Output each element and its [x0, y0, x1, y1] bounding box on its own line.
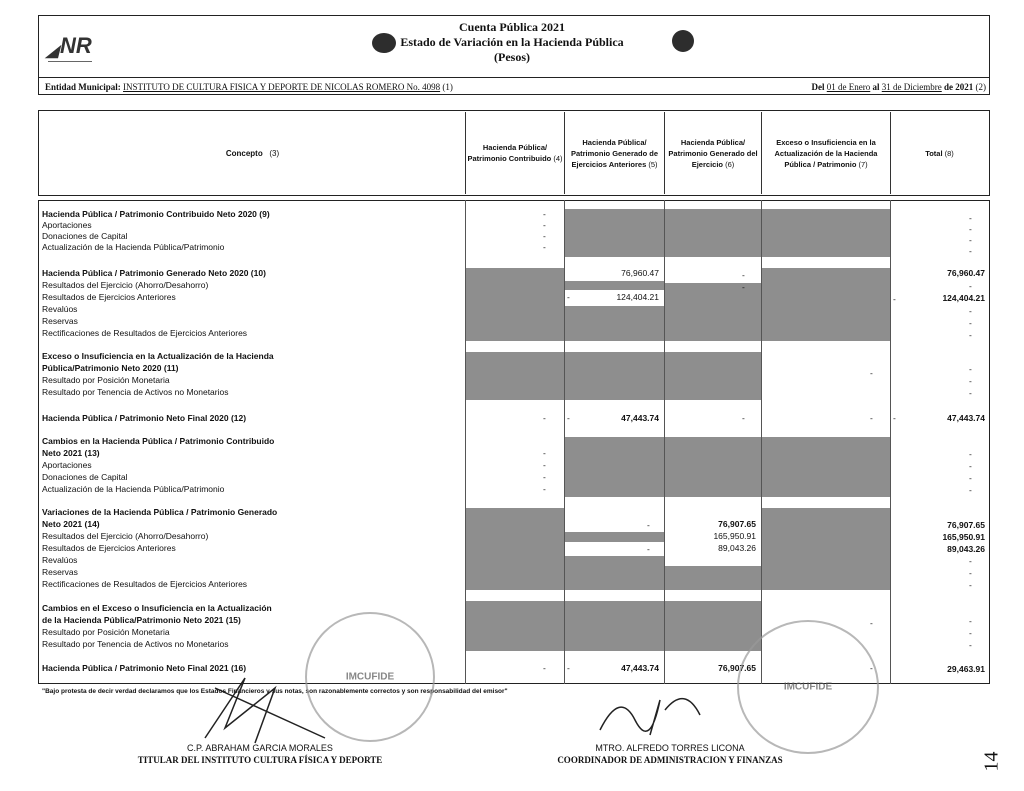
cell-dash: - — [893, 413, 896, 423]
cell-dash: - — [969, 246, 972, 256]
row-label-s10c: Revalúos — [42, 304, 78, 314]
period-line — [812, 82, 986, 92]
report-units: (Pesos) — [494, 50, 530, 64]
col-ejercicio-header — [664, 112, 761, 194]
cell-s16-anteriores: 47,443.74 — [621, 663, 659, 673]
period-to: 31 de Diciembre — [881, 82, 942, 92]
shaded-block — [465, 601, 761, 651]
signature-right-icon — [590, 680, 710, 740]
col-contribuido-header — [465, 112, 564, 194]
row-label-s9: Hacienda Pública / Patrimonio Contribuido Neto 2020 (9) — [42, 209, 270, 219]
cell-dash: - — [969, 224, 972, 234]
cell-dash: - — [647, 544, 650, 554]
period-al: al — [872, 82, 880, 92]
col-exceso-ref: (7) — [858, 159, 868, 169]
row-label-s14f: Reservas — [42, 567, 78, 577]
shaded-block — [664, 566, 761, 590]
cell-dash: - — [969, 213, 972, 223]
col-exceso-label: Exceso o Insuficiencia en la Actualización de la Hacienda Pública / Patrimonio — [774, 137, 878, 169]
row-label-s12: Hacienda Pública / Patrimonio Neto Final 2020 (12) — [42, 413, 247, 423]
cell-s16-ejercicio: 76,907.65 — [718, 663, 756, 673]
cell-dash: - — [969, 640, 972, 650]
cell-dash: - — [543, 460, 546, 470]
row-label-s9a: Aportaciones — [42, 220, 92, 230]
column-divider — [465, 200, 466, 684]
shaded-block — [564, 437, 890, 497]
cell-s14-ejercicio: 76,907.65 — [718, 519, 756, 529]
col-contribuido-label: Hacienda Pública/ Patrimonio Contribuido — [467, 143, 552, 163]
cell-dash: - — [543, 448, 546, 458]
cell-dash: - — [567, 292, 570, 302]
signatory-2 — [520, 742, 820, 766]
col-anteriores-header — [564, 112, 664, 194]
row-label-s9b: Donaciones de Capital — [42, 231, 128, 241]
ink-blot-left — [372, 33, 396, 53]
shaded-block — [465, 508, 564, 590]
column-divider — [564, 200, 565, 684]
col-ejercicio-label: Hacienda Pública/ Patrimonio Generado del Ejercicio — [668, 137, 758, 169]
cell-dash: - — [543, 484, 546, 494]
cell-dash: - — [647, 520, 650, 530]
signatory-2-name: MTRO. ALFREDO TORRES LICONA — [595, 743, 745, 753]
cell-dash: - — [969, 235, 972, 245]
row-label-s13b: Neto 2021 (13) — [42, 448, 100, 458]
period-year: de 2021 — [944, 82, 974, 92]
cell-dash: - — [969, 461, 972, 471]
shaded-block — [564, 556, 664, 590]
shaded-block — [564, 281, 664, 290]
cell-dash: - — [742, 282, 745, 292]
column-divider — [664, 200, 665, 684]
cell-dash: - — [969, 376, 972, 386]
cell-dash: - — [567, 663, 570, 673]
col-concepto-ref: (3) — [269, 148, 280, 158]
signature-left-icon — [185, 668, 335, 748]
cell-s14c-ejercicio: 165,950.91 — [713, 531, 756, 541]
cell-dash: - — [543, 663, 546, 673]
row-label-s10b: Resultados de Ejercicios Anteriores — [42, 292, 176, 302]
row-label-s14d: Resultados de Ejercicios Anteriores — [42, 543, 176, 553]
entity-ref: (1) — [442, 82, 453, 92]
cell-dash: - — [567, 413, 570, 423]
cell-dash: - — [969, 556, 972, 566]
cell-s14c-total: 165,950.91 — [942, 532, 985, 542]
ink-blot-right — [672, 30, 694, 52]
cell-dash: - — [969, 330, 972, 340]
row-label-s10a: Resultados del Ejercicio (Ahorro/Desahorro) — [42, 280, 209, 290]
cell-dash: - — [870, 618, 873, 628]
cell-s14-total: 76,907.65 — [947, 520, 985, 530]
cell-dash: - — [969, 306, 972, 316]
col-concepto-label: Concepto — [225, 148, 263, 158]
row-label-s14e: Revalúos — [42, 555, 78, 565]
row-label-s9c: Actualización de la Hacienda Pública/Patrimonio — [42, 242, 225, 252]
cell-dash: - — [543, 413, 546, 423]
cell-s14d-ejercicio: 89,043.26 — [718, 543, 756, 553]
cell-s10-anteriores: 76,960.47 — [621, 268, 659, 278]
col-total-header — [890, 112, 988, 194]
row-label-s14b: Neto 2021 (14) — [42, 519, 100, 529]
period-ref: (2) — [975, 82, 986, 92]
cell-dash: - — [969, 364, 972, 374]
signatory-2-title: COORDINADOR DE ADMINISTRACION Y FINANZAS — [557, 755, 783, 765]
row-label-s10e: Rectificaciones de Resultados de Ejercicios Anteriores — [42, 328, 248, 338]
cell-dash: - — [870, 663, 873, 673]
cell-dash: - — [969, 281, 972, 291]
cell-dash: - — [969, 318, 972, 328]
row-label-s15d: Resultado por Tenencia de Activos no Monetarios — [42, 639, 229, 649]
cell-dash: - — [969, 449, 972, 459]
col-concepto-header — [40, 112, 465, 194]
cell-dash: - — [742, 413, 745, 423]
logo-mark-icon: ◢ — [46, 43, 59, 60]
entity-name: INSTITUTO DE CULTURA FISICA Y DEPORTE DE NICOLAS ROMERO No. 4098 — [123, 82, 441, 92]
row-label-s14c: Resultados del Ejercicio (Ahorro/Desahorro) — [42, 531, 209, 541]
logo-underline — [48, 61, 92, 62]
column-divider — [890, 200, 891, 684]
shaded-block — [564, 532, 664, 542]
cell-s10b-anteriores: 124,404.21 — [616, 292, 659, 302]
cell-s12-anteriores: 47,443.74 — [621, 413, 659, 423]
row-label-s16: Hacienda Pública / Patrimonio Neto Final 2021 (16) — [42, 663, 247, 673]
signatory-1 — [110, 742, 410, 766]
col-anteriores-ref: (5) — [648, 159, 658, 169]
col-total-ref: (8) — [944, 148, 954, 158]
report-subtitle: Estado de Variación en la Hacienda Pública — [400, 35, 624, 49]
cell-dash: - — [969, 568, 972, 578]
cell-dash: - — [893, 294, 896, 304]
cell-s14d-total: 89,043.26 — [947, 544, 985, 554]
cell-dash: - — [543, 209, 546, 219]
cell-dash: - — [969, 473, 972, 483]
entity-line — [45, 82, 453, 92]
cell-dash: - — [870, 368, 873, 378]
shaded-block — [465, 352, 761, 400]
row-label-s15b: de la Hacienda Pública/Patrimonio Neto 2021 (15) — [42, 615, 241, 625]
shaded-block — [761, 268, 890, 341]
cell-dash: - — [870, 413, 873, 423]
row-label-s11c: Resultado por Posición Monetaria — [42, 375, 170, 385]
cell-s16-total: 29,463.91 — [947, 664, 985, 674]
row-label-s10d: Reservas — [42, 316, 78, 326]
column-divider — [761, 200, 762, 684]
row-label-s14g: Rectificaciones de Resultados de Ejercicios Anteriores — [42, 579, 248, 589]
row-label-s13e: Actualización de la Hacienda Pública/Patrimonio — [42, 484, 225, 494]
seal-text: IMCUFIDE — [783, 681, 833, 693]
cell-dash: - — [543, 472, 546, 482]
row-label-s15a: Cambios en el Exceso o Insuficiencia en la Actualización — [42, 603, 272, 613]
col-ejercicio-ref: (6) — [725, 159, 735, 169]
shaded-block — [761, 508, 890, 590]
cell-s10b-total: 124,404.21 — [942, 293, 985, 303]
row-label-s13d: Donaciones de Capital — [42, 472, 128, 482]
row-label-s13c: Aportaciones — [42, 460, 92, 470]
cell-dash: - — [969, 580, 972, 590]
row-label-s13a: Cambios en la Hacienda Pública / Patrimonio Contribuido — [42, 436, 275, 446]
cell-dash: - — [543, 242, 546, 252]
cell-dash: - — [969, 628, 972, 638]
period-from: 01 de Enero — [826, 82, 871, 92]
declaration-note: "Bajo protesta de decir verdad declaramos que los Estados Financieros y sus notas, son razonablemente correctos y son responsabilidad del emisor" — [42, 688, 508, 695]
period-del: Del — [811, 82, 825, 92]
col-exceso-header — [761, 112, 890, 194]
cell-dash: - — [969, 388, 972, 398]
cell-dash: - — [543, 231, 546, 241]
cell-dash: - — [969, 616, 972, 626]
header-divider — [38, 77, 990, 78]
row-label-s11a: Exceso o Insuficiencia en la Actualización de la Hacienda — [42, 351, 274, 361]
row-label-s11d: Resultado por Tenencia de Activos no Monetarios — [42, 387, 229, 397]
col-total-label: Total — [925, 148, 943, 158]
report-title: Cuenta Pública 2021 — [458, 20, 565, 34]
logo-text: NR — [60, 33, 92, 58]
shaded-block — [564, 209, 890, 257]
cell-dash: - — [969, 485, 972, 495]
cell-dash: - — [543, 220, 546, 230]
col-contribuido-ref: (4) — [553, 154, 563, 163]
page-mark: 14 — [980, 751, 1003, 772]
signatory-1-title: TITULAR DEL INSTITUTO CULTURA FÍSICA Y DEPORTE — [137, 755, 383, 765]
row-label-s10: Hacienda Pública / Patrimonio Generado Neto 2020 (10) — [42, 268, 266, 278]
institution-logo — [46, 33, 106, 69]
entity-label: Entidad Municipal: — [45, 82, 121, 92]
cell-s12-total: 47,443.74 — [947, 413, 985, 423]
col-anteriores-label: Hacienda Pública/ Patrimonio Generado de Ejercicios Anteriores — [570, 137, 659, 169]
signatory-1-name: C.P. ABRAHAM GARCIA MORALES — [187, 743, 333, 753]
shaded-block — [465, 268, 564, 341]
row-label-s14a: Variaciones de la Hacienda Pública / Patrimonio Generado — [42, 507, 278, 517]
cell-s10-total: 76,960.47 — [947, 268, 985, 278]
shaded-block — [664, 283, 761, 341]
seal-text: IMCUFIDE — [345, 671, 395, 683]
row-label-s11b: Pública/Patrimonio Neto 2020 (11) — [42, 363, 179, 373]
row-label-s15c: Resultado por Posición Monetaria — [42, 627, 170, 637]
official-seal-right — [737, 620, 879, 754]
shaded-block — [564, 306, 664, 341]
cell-dash: - — [742, 270, 745, 280]
